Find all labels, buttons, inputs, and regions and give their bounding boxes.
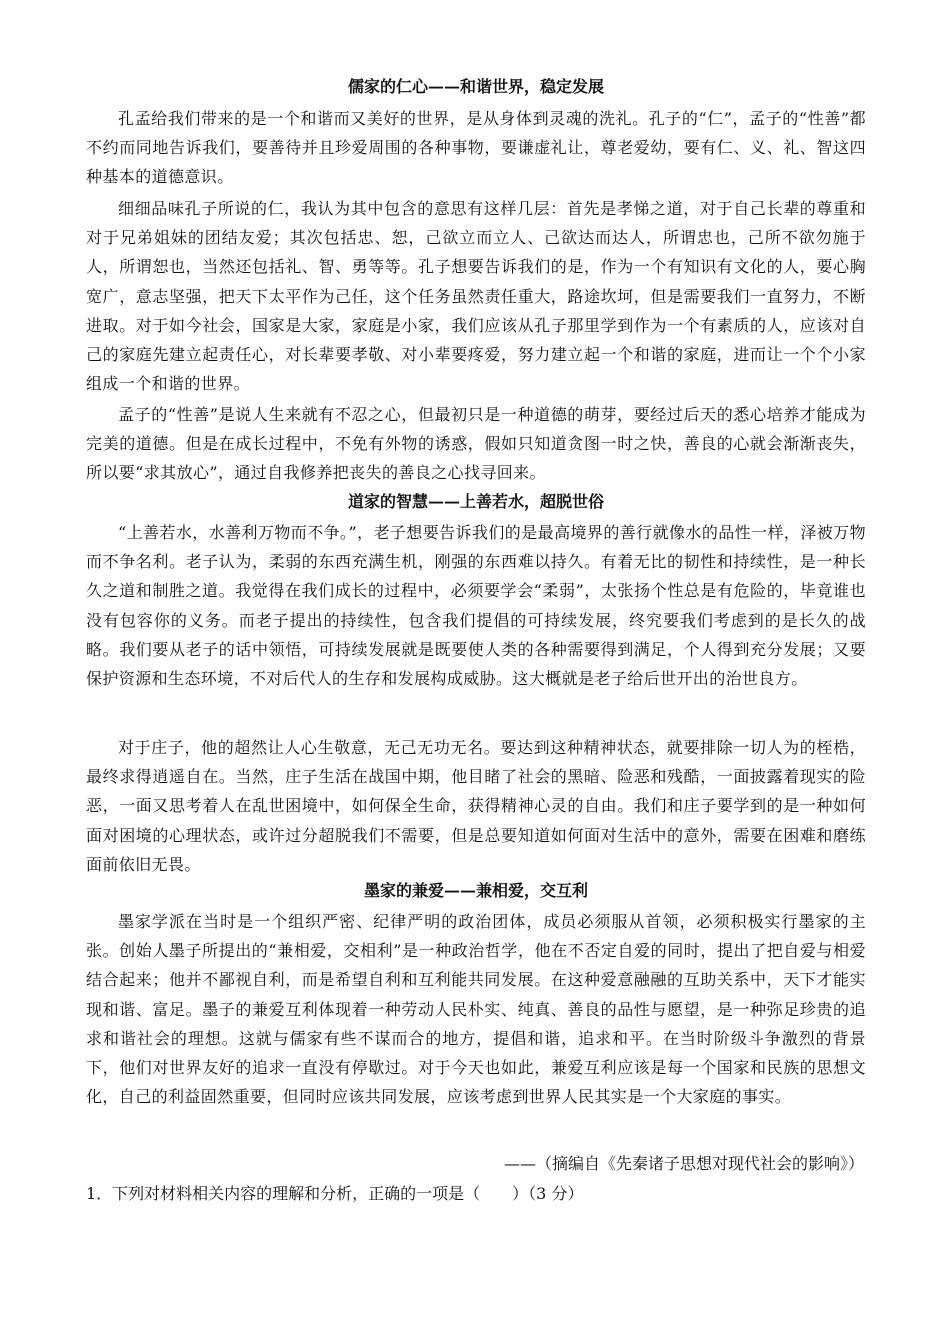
source-citation: ——（摘编自《先秦诸子思想对现代社会的影响》）: [503, 1154, 864, 1173]
section-heading-daoist: 道家的智慧——上善若水，超脱世俗: [347, 492, 604, 511]
paragraph-laozi: “上善若水，水善利万物而不争。”，老子想要告诉我们的是最高境界的善行就像水的品性一样，泽被万物而不争名利。老子认为，柔弱的东西充满生机，刚强的东西难以持久。有着无比的韧性和持续性，是一种长久之道和制胜之道。我觉得在我们成长的过程中，必须要学会“柔弱”，太张扬个性总是有危险的，毕竟谁也没有包容你的义务。而老子提出的持续性，包含我们提倡的可持续发展，终究要我们考虑到的是长久的战略。我们要从老子的话中领悟，可持续发展就是既要使人类的各种需要得到满足，个人得到充分发展；又要保护资源和生态环境，不对后代人的生存和发展构成威胁。这大概就是老子给后世开出的治世良方。: [86, 523, 866, 689]
question-1: 1．下列对材料相关内容的理解和分析，正确的一项是（ ）（3 分）: [86, 1184, 584, 1203]
paragraph-mencius-xingshan: 孟子的“性善”是说人生来就有不忍之心，但最初只是一种道德的萌芽，要经过后天的悉心培养才能成为完美的道德。但是在成长过程中，不免有外物的诱惑，假如只知道贪图一时之快，善良的心就会渐渐丧失，所以要“求其放心”，通过自我修养把丧失的善良之心找寻回来。: [86, 405, 866, 483]
paragraph-confucius-ren: 细细品味孔子所说的仁，我认为其中包含的意思有这样几层：首先是孝悌之道，对于自己长辈的尊重和对于兄弟姐妹的团结友爱；其次包括忠、恕，己欲立而立人、己欲达而达人，所谓忠也，己所不欲勿施于人，所谓恕也，当然还包括礼、智、勇等等。孔子想要告诉我们的是，作为一个有知识有文化的人，要心胸宽广，意志坚强，把天下太平作为己任，这个任务虽然责任重大，路途坎坷，但是需要我们一直努力，不断进取。对于如今社会，国家是大家，家庭是小家，我们应该从孔子那里学到作为一个有素质的人，应该对自己的家庭先建立起责任心，对长辈要孝敬、对小辈要疼爱，努力建立起一个和谐的家庭，进而让一个个小家组成一个和谐的世界。: [86, 199, 866, 394]
paragraph-mozi: 墨家学派在当时是一个组织严密、纪律严明的政治团体，成员必须服从首领，必须积极实行墨家的主张。创始人墨子所提出的“兼相爱，交相利”是一种政治哲学，他在不否定自爱的同时，提出了把自爱与相爱结合起来；他并不鄙视自利，而是希望自利和互利能共同发展。在这种爱意融融的互助关系中，天下才能实现和谐、富足。墨子的兼爱互利体现着一种劳动人民朴实、纯真、善良的品性与愿望，是一种弥足珍贵的追求和谐社会的理想。这就与儒家有些不谋而合的地方，提倡和谐，追求和平。在当时阶级斗争激烈的背景下，他们对世界友好的追求一直没有停歇过。对于今天也如此，兼爱互利应该是每一个国家和民族的思想文化，自己的利益固然重要，但同时应该共同发展，应该考虑到世界人民其实是一个大家庭的事实。: [86, 912, 866, 1107]
paragraph-zhuangzi: 对于庄子，他的超然让人心生敬意，无己无功无名。要达到这种精神状态，就要排除一切人为的桎梏，最终求得逍遥自在。当然，庄子生活在战国中期，他目睹了社会的黑暗、险恶和残酷，一面披露着现实的险恶，一面又思考着人在乱世困境中，如何保全生命，获得精神心灵的自由。我们和庄子要学到的是一种如何面对困境的心理状态，或许过分超脱我们不需要，但是总要知道如何面对生活中的意外，需要在困难和磨练面前依旧无畏。: [86, 738, 866, 874]
paragraph-confucian-intro: 孔孟给我们带来的是一个和谐而又美好的世界，是从身体到灵魂的洗礼。孔子的“仁”，孟子的“性善”都不约而同地告诉我们，要善待并且珍爱周围的各种事物，要谦虚礼让，尊老爱幼，要有仁、义、礼、智这四种基本的道德意识。: [86, 109, 866, 187]
section-heading-confucian: 儒家的仁心——和谐世界，稳定发展: [347, 77, 604, 96]
section-heading-mohist: 墨家的兼爱——兼相爱，交互利: [363, 881, 588, 900]
